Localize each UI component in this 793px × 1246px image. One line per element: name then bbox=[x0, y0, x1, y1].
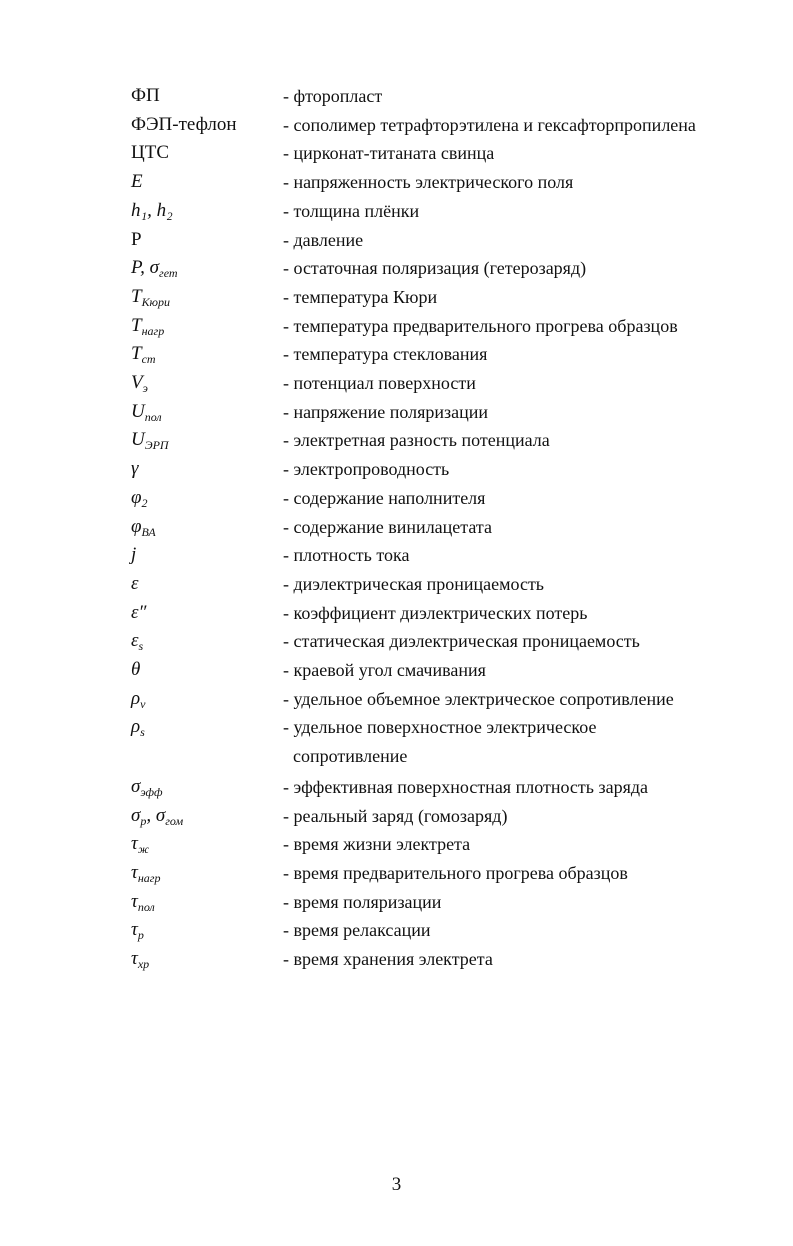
glossary-symbol: $T_{ст}$ bbox=[131, 343, 156, 367]
glossary-row bbox=[0, 111, 793, 140]
glossary-definition: - время релаксации bbox=[283, 920, 431, 941]
glossary-row bbox=[0, 369, 793, 398]
glossary-row bbox=[0, 656, 793, 685]
glossary-definition: - температура стеклования bbox=[283, 344, 488, 365]
glossary-symbol: γ bbox=[131, 458, 139, 480]
glossary-definition: - удельное объемное электрическое сопротивление bbox=[283, 688, 674, 709]
glossary-row bbox=[0, 312, 793, 341]
glossary-symbol: ε bbox=[131, 572, 139, 594]
glossary-symbol: E bbox=[131, 171, 143, 193]
glossary-symbol: $U_{пол}$ bbox=[131, 400, 162, 424]
glossary-row bbox=[0, 627, 793, 656]
glossary-row bbox=[0, 168, 793, 197]
glossary-definition: - плотность тока bbox=[283, 545, 410, 566]
glossary-definition: - эффективная поверхностная плотность заряда bbox=[283, 776, 649, 797]
glossary-symbol: $\rho_s$ bbox=[131, 716, 145, 740]
glossary-row bbox=[0, 713, 793, 770]
glossary-definition: - толщина плёнки bbox=[283, 200, 420, 221]
glossary-row bbox=[0, 484, 793, 513]
glossary-row bbox=[0, 226, 793, 255]
glossary-definition: - время хранения электрета bbox=[283, 949, 493, 970]
glossary-row bbox=[0, 513, 793, 542]
glossary-row bbox=[0, 599, 793, 628]
glossary-definition: - диэлектрическая проницаемость bbox=[283, 573, 545, 594]
glossary-symbol: $\tau_{нагр}$ bbox=[131, 861, 161, 885]
glossary-symbol: $\varepsilon_s$ bbox=[131, 630, 144, 654]
glossary-definition: - содержание винилацетата bbox=[283, 516, 492, 537]
glossary-row bbox=[0, 802, 793, 831]
glossary-definition: - краевой угол смачивания bbox=[283, 660, 486, 681]
glossary-definition: - остаточная поляризация (гетерозаряд) bbox=[283, 258, 587, 279]
page-number: 3 bbox=[391, 1174, 402, 1195]
glossary-definition: - температура предварительного прогрева образцов bbox=[283, 315, 678, 336]
glossary-row bbox=[0, 426, 793, 455]
glossary-definition: - напряженность электрического поля bbox=[283, 172, 574, 193]
glossary-symbol: $U_{ЭРП}$ bbox=[131, 429, 169, 453]
glossary-row bbox=[0, 570, 793, 599]
glossary-definition: - содержание наполнителя bbox=[283, 487, 486, 508]
glossary-symbol: $\sigma_{эфф}$ bbox=[131, 775, 163, 799]
glossary-row bbox=[0, 197, 793, 226]
glossary-definition: - фторопласт bbox=[283, 86, 383, 106]
glossary-row bbox=[0, 916, 793, 945]
glossary-symbol: P, $\sigma_{гет}$ bbox=[131, 257, 178, 281]
glossary-definition: - температура Кюри bbox=[283, 286, 438, 307]
glossary-symbol: j bbox=[131, 544, 137, 566]
glossary-row bbox=[0, 82, 793, 111]
glossary-definition-continuation: сопротивление bbox=[293, 746, 408, 767]
glossary-symbol: $T_{нагр}$ bbox=[131, 314, 165, 338]
glossary-row bbox=[0, 541, 793, 570]
glossary-symbol: $\tau_ж$ bbox=[131, 833, 149, 857]
glossary-symbol: $\tau_р$ bbox=[131, 919, 144, 943]
glossary-definition: - напряжение поляризации bbox=[283, 401, 489, 422]
glossary-symbol: $\tau_{пол}$ bbox=[131, 890, 155, 914]
glossary-row bbox=[0, 888, 793, 917]
glossary-symbol: $T_{Кюри}$ bbox=[131, 285, 171, 309]
glossary-row bbox=[0, 398, 793, 427]
glossary-definition: - время предварительного прогрева образцов bbox=[283, 862, 628, 883]
glossary-row bbox=[0, 340, 793, 369]
glossary-row bbox=[0, 139, 793, 168]
glossary-row bbox=[0, 859, 793, 888]
symbols-glossary bbox=[0, 82, 793, 974]
glossary-definition-line: - удельное поверхностное электрическое bbox=[283, 717, 597, 738]
glossary-symbol: ε″ bbox=[131, 601, 147, 623]
glossary-definition: - цирконат-титаната свинца bbox=[283, 143, 495, 164]
glossary-row bbox=[0, 455, 793, 484]
glossary-definition: - электропроводность bbox=[283, 459, 450, 480]
glossary-row bbox=[0, 254, 793, 283]
glossary-symbol: $\rho_v$ bbox=[131, 687, 146, 711]
glossary-definition: - коэффициент диэлектрических потерь bbox=[283, 602, 588, 623]
glossary-symbol: h₁, h₂ bbox=[131, 199, 173, 221]
glossary-symbol: P bbox=[131, 228, 142, 250]
glossary-definition bbox=[283, 713, 753, 770]
glossary-row bbox=[0, 830, 793, 859]
glossary-row bbox=[0, 283, 793, 312]
glossary-symbol: ФЭП-тефлон bbox=[131, 113, 237, 135]
glossary-definition: - потенциал поверхности bbox=[283, 373, 476, 394]
glossary-definition: - время поляризации bbox=[283, 891, 442, 912]
glossary-row bbox=[0, 685, 793, 714]
glossary-definition: - электретная разность потенциала bbox=[283, 430, 550, 451]
glossary-symbol: $V_э$ bbox=[131, 372, 148, 396]
glossary-definition: - давление bbox=[283, 229, 364, 250]
glossary-symbol: $\sigma_р$, $\sigma_{гом}$ bbox=[131, 804, 184, 828]
glossary-row bbox=[0, 945, 793, 974]
glossary-definition: - время жизни электрета bbox=[283, 834, 471, 855]
glossary-definition: - реальный заряд (гомозаряд) bbox=[283, 805, 508, 826]
glossary-symbol: ФП bbox=[131, 85, 160, 106]
glossary-symbol: $\tau_{хр}$ bbox=[131, 948, 150, 972]
glossary-symbol: $\varphi_{ВА}$ bbox=[131, 515, 156, 539]
glossary-symbol: $\varphi_2$ bbox=[131, 486, 148, 510]
glossary-symbol: ЦТС bbox=[131, 142, 169, 164]
glossary-symbol: θ bbox=[131, 659, 141, 681]
glossary-definition: - сополимер тетрафторэтилена и гексафторпропилена bbox=[283, 114, 696, 135]
glossary-definition: - статическая диэлектрическая проницаемость bbox=[283, 631, 640, 652]
glossary-row bbox=[0, 773, 793, 802]
